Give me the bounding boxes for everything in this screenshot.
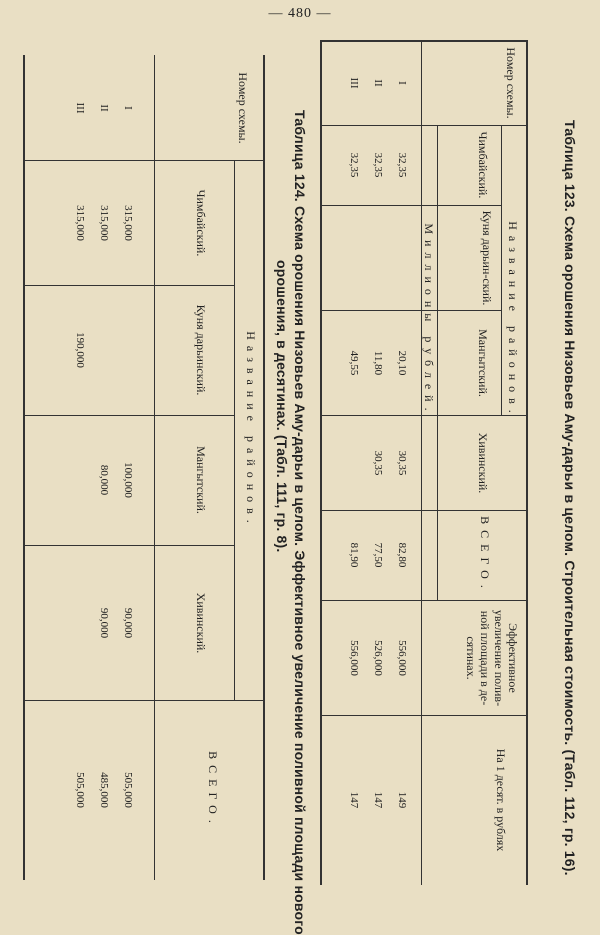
t123-col-divider-1 <box>322 205 502 206</box>
t123-top-border <box>526 40 528 885</box>
t124-row-1-total: 505,000 <box>122 772 134 808</box>
t124-row-2-scheme: II <box>98 104 110 112</box>
t124-row-3-kunya: 190,000 <box>74 332 86 368</box>
t124-row-3-chimbay: 315,000 <box>74 205 86 241</box>
t124-header-total: ВСЕГО. <box>206 751 220 829</box>
t124-row-1-scheme: I <box>122 106 134 110</box>
page-number: — 480 — <box>268 6 332 21</box>
t124-col-divider-scheme <box>25 160 265 161</box>
t123-row-2-effective: 526,000 <box>372 640 384 676</box>
t123-header-effective: Эффективное увеличение полив-ной площади в де-сятинах. <box>464 609 520 707</box>
t123-row-1-per-des: 149 <box>396 791 408 809</box>
t123-row-2-total: 77,50 <box>372 542 384 568</box>
t124-row-2-chimbay: 315,000 <box>98 205 110 241</box>
t123-header-kunya: Куня дарьин-ский. <box>480 210 494 306</box>
t124-col-divider-3 <box>25 545 235 546</box>
t123-col-divider-5 <box>322 600 528 601</box>
t123-row-2-per-des: 147 <box>372 791 384 809</box>
t124-header-bottom-line <box>154 55 155 880</box>
t124-row-2-khiva: 90,000 <box>98 607 110 639</box>
t124-bottom-border <box>23 55 25 880</box>
t123-row-1-total: 82,80 <box>396 542 408 568</box>
t123-header-khiva: Хивинский. <box>476 432 490 494</box>
t123-col-divider-4 <box>322 510 528 511</box>
t124-row-1-chimbay: 315,000 <box>122 205 134 241</box>
t123-header-per-des: На 1 десят. в рублях <box>494 748 508 852</box>
t124-col-divider-4 <box>25 700 265 701</box>
t124-top-border <box>263 55 265 880</box>
t123-row-1-khiva: 30,35 <box>396 450 408 476</box>
t124-row-1-khiva: 90,000 <box>122 607 134 639</box>
t124-header-kunya: Куня дарьинский. <box>194 304 208 396</box>
t123-row-2-mangyt: 11,80 <box>372 350 384 376</box>
t124-header-khiva: Хивинский. <box>194 592 208 654</box>
table-123-title: Таблица 123. Схема орошения Низовьев Аму-дарьи в целом. Строительная стоимость. (Табл. 112, гр. 16). <box>562 120 578 876</box>
t123-header-scheme: Номер схемы. <box>504 47 518 119</box>
t123-header-units: Миллионы рублей. <box>422 223 436 417</box>
t123-col-divider-scheme <box>322 125 528 126</box>
t124-row-3-total: 505,000 <box>74 772 86 808</box>
t123-row-1-mangyt: 20,10 <box>396 350 408 376</box>
t123-header-chimbay: Чимбайский. <box>476 131 490 199</box>
t123-row-2-khiva: 30,35 <box>372 450 384 476</box>
t123-header-mangyt: Мангытский. <box>476 329 490 397</box>
t123-row-3-total: 81,90 <box>348 542 360 568</box>
t124-header-districts: Название районов. <box>244 331 258 529</box>
t123-row-2-scheme: II <box>372 79 384 87</box>
t124-col-divider-1 <box>25 285 235 286</box>
t124-row-2-total: 485,000 <box>98 772 110 808</box>
t123-row-3-chimbay: 32,35 <box>348 152 360 178</box>
t123-col-divider-2 <box>322 310 502 311</box>
t124-header-scheme: Номер схемы. <box>236 72 250 144</box>
t123-units-line-top <box>437 125 438 600</box>
t123-row-3-per-des: 147 <box>348 791 360 809</box>
t124-header-chimbay: Чимбайский. <box>194 189 208 257</box>
t124-row-1-mangyt: 100,000 <box>122 462 134 498</box>
table-124-title-line-1: Таблица 124. Схема орошения Низовьев Аму-дарьи в целом. Эффективное увеличение поливной площади нового <box>292 110 308 935</box>
t124-header-mangyt: Мангытский. <box>194 446 208 514</box>
t124-row-2-mangyt: 80,000 <box>98 464 110 496</box>
t124-col-divider-2 <box>25 415 235 416</box>
t123-row-3-effective: 556,000 <box>348 640 360 676</box>
t123-group-underline <box>501 125 502 415</box>
t123-row-2-chimbay: 32,35 <box>372 152 384 178</box>
t123-row-3-scheme: III <box>348 77 360 89</box>
t123-header-total: ВСЕГО. <box>478 516 492 594</box>
t123-col-divider-6 <box>322 715 528 716</box>
t123-row-3-mangyt: 49,55 <box>348 350 360 376</box>
t123-header-districts: Название районов. <box>506 221 520 419</box>
t123-row-1-effective: 556,000 <box>396 640 408 676</box>
t124-row-3-scheme: III <box>74 102 86 114</box>
table-124-title-line-2: орошения, в десятинах. (Табл. 111, гр. 8). <box>274 260 290 553</box>
t124-group-underline <box>234 160 235 700</box>
t123-row-1-scheme: I <box>396 81 408 85</box>
t123-bottom-border <box>320 40 322 885</box>
t123-row-1-chimbay: 32,35 <box>396 152 408 178</box>
